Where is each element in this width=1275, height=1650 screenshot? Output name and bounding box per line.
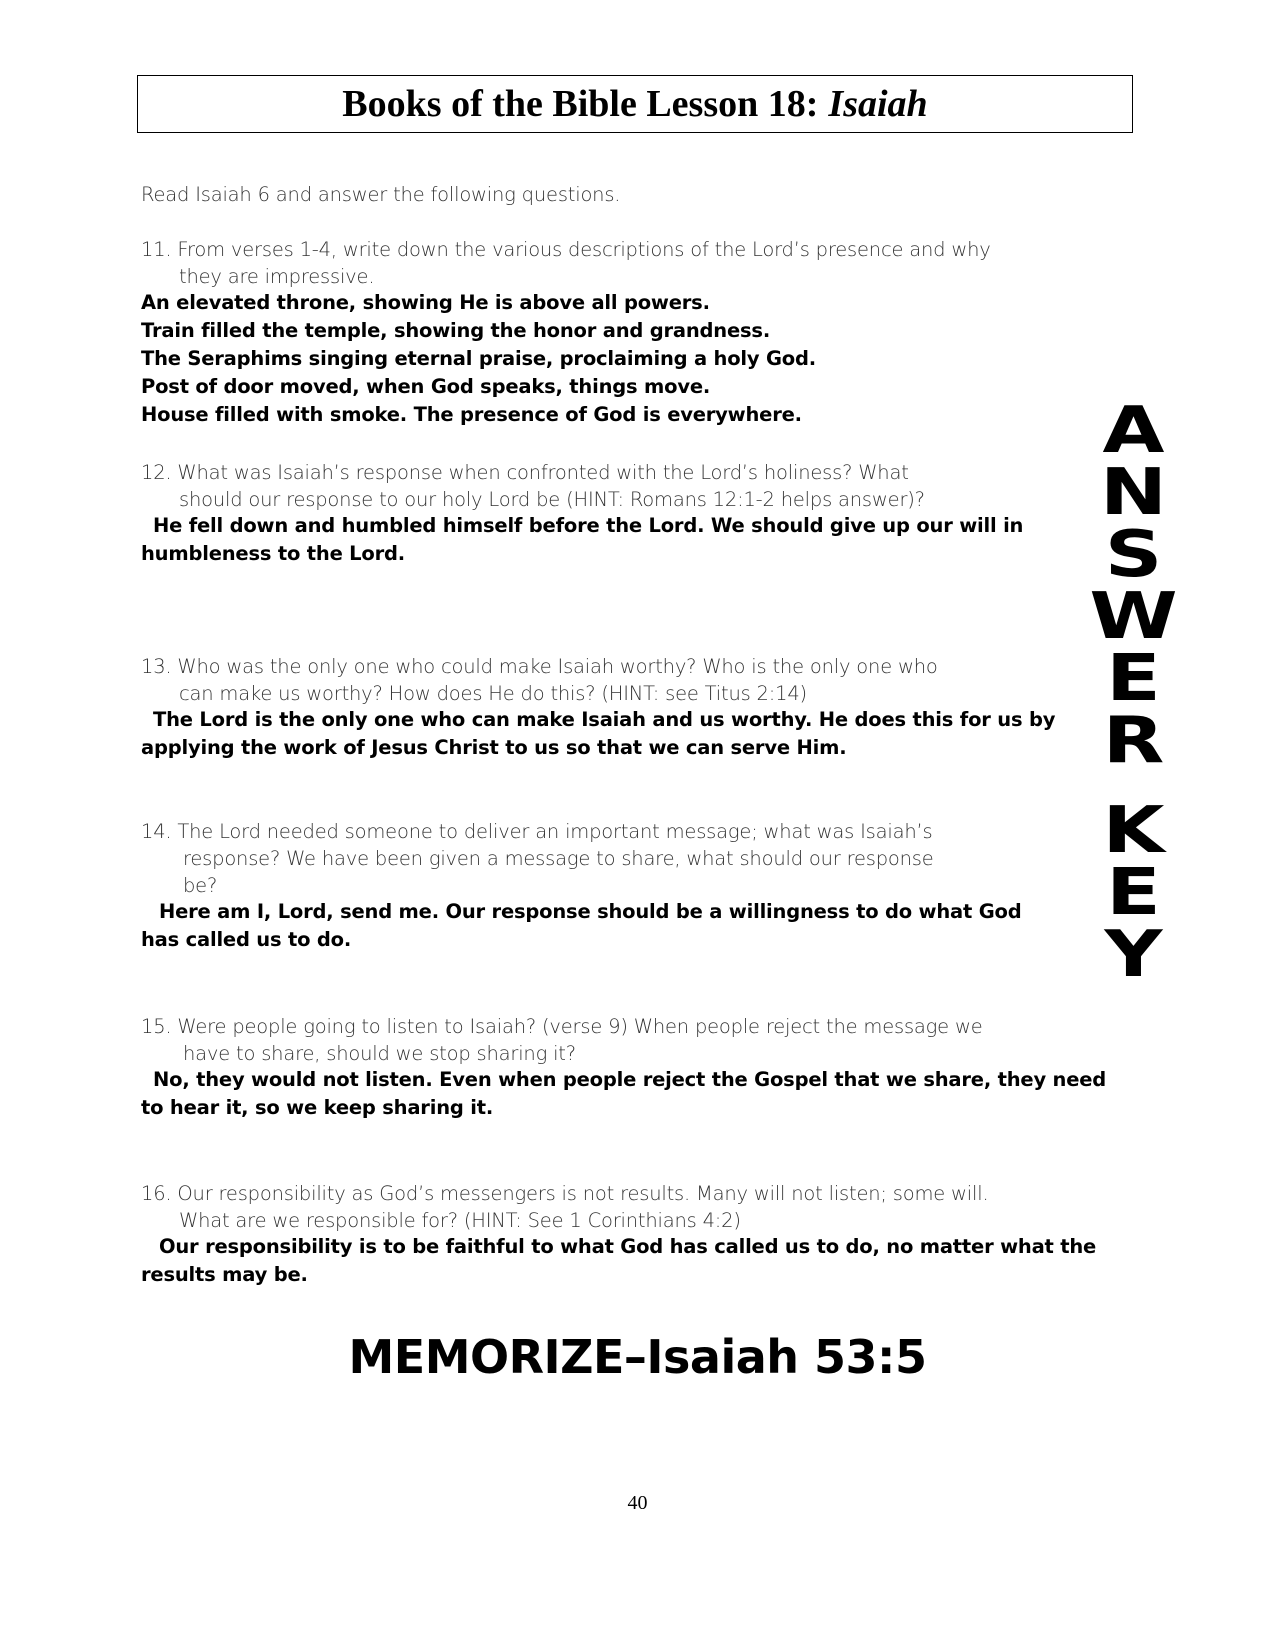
memorize-heading: MEMORIZE–Isaiah 53:5 [348, 1330, 927, 1384]
question-14: 14. The Lord needed someone to deliver an important message; what was Isaiah’s response? We have been given a message to share, what should our response be? [141, 820, 934, 897]
answer-key-stamp: A N S W E R K E Y [1089, 394, 1178, 992]
question-11: 11. From verses 1-4, write down the various descriptions of the Lord’s presence and why they are impressive. [141, 238, 991, 288]
title-italic: Isaiah [828, 83, 928, 125]
title-main: Books of the Bible Lesson 18: [342, 83, 819, 125]
answer-16: Our responsibility is to be faithful to what God has called us to do, no matter what the results may be. [141, 1235, 1097, 1286]
answer-14: Here am I, Lord, send me. Our response should be a willingness to do what God has called us to do. [141, 900, 1022, 951]
answer-12: He fell down and humbled himself before the Lord. We should give up our will in humbleness to the Lord. [141, 514, 1024, 565]
question-16: 16. Our responsibility as God’s messengers is not results. Many will not listen; some will. What are we responsible for? (HINT: See 1 Corinthians 4:2) [141, 1182, 989, 1232]
question-12: 12. What was Isaiah’s response when confronted with the Lord’s holiness? What should our response to our holy Lord be (HINT: Romans 12:1-2 helps answer)? [141, 461, 925, 511]
answer-13: The Lord is the only one who can make Isaiah and us worthy. He does this for us by applying the work of Jesus Christ to us so that we can serve Him. [141, 708, 1056, 759]
lesson-title [137, 75, 1133, 133]
answer-11: An elevated throne, showing He is above all powers. Train filled the temple, showing the honor and grandness. The Seraphims singing eternal praise, proclaiming a holy God. Post of door moved, when God speaks, things move. House filled with smoke. The presence of God is everywhere. [141, 291, 816, 426]
intro-text: Read Isaiah 6 and answer the following questions. [141, 183, 621, 206]
question-13: 13. Who was the only one who could make Isaiah worthy? Who is the only one who can make us worthy? How does He do this? (HINT: see Titus 2:14) [141, 655, 938, 705]
question-15: 15. Were people going to listen to Isaiah? (verse 9) When people reject the message we have to share, should we stop sharing it? [141, 1015, 983, 1065]
answer-15: No, they would not listen. Even when people reject the Gospel that we share, they need to hear it, so we keep sharing it. [141, 1068, 1107, 1119]
page-number: 40 [627, 1492, 648, 1514]
